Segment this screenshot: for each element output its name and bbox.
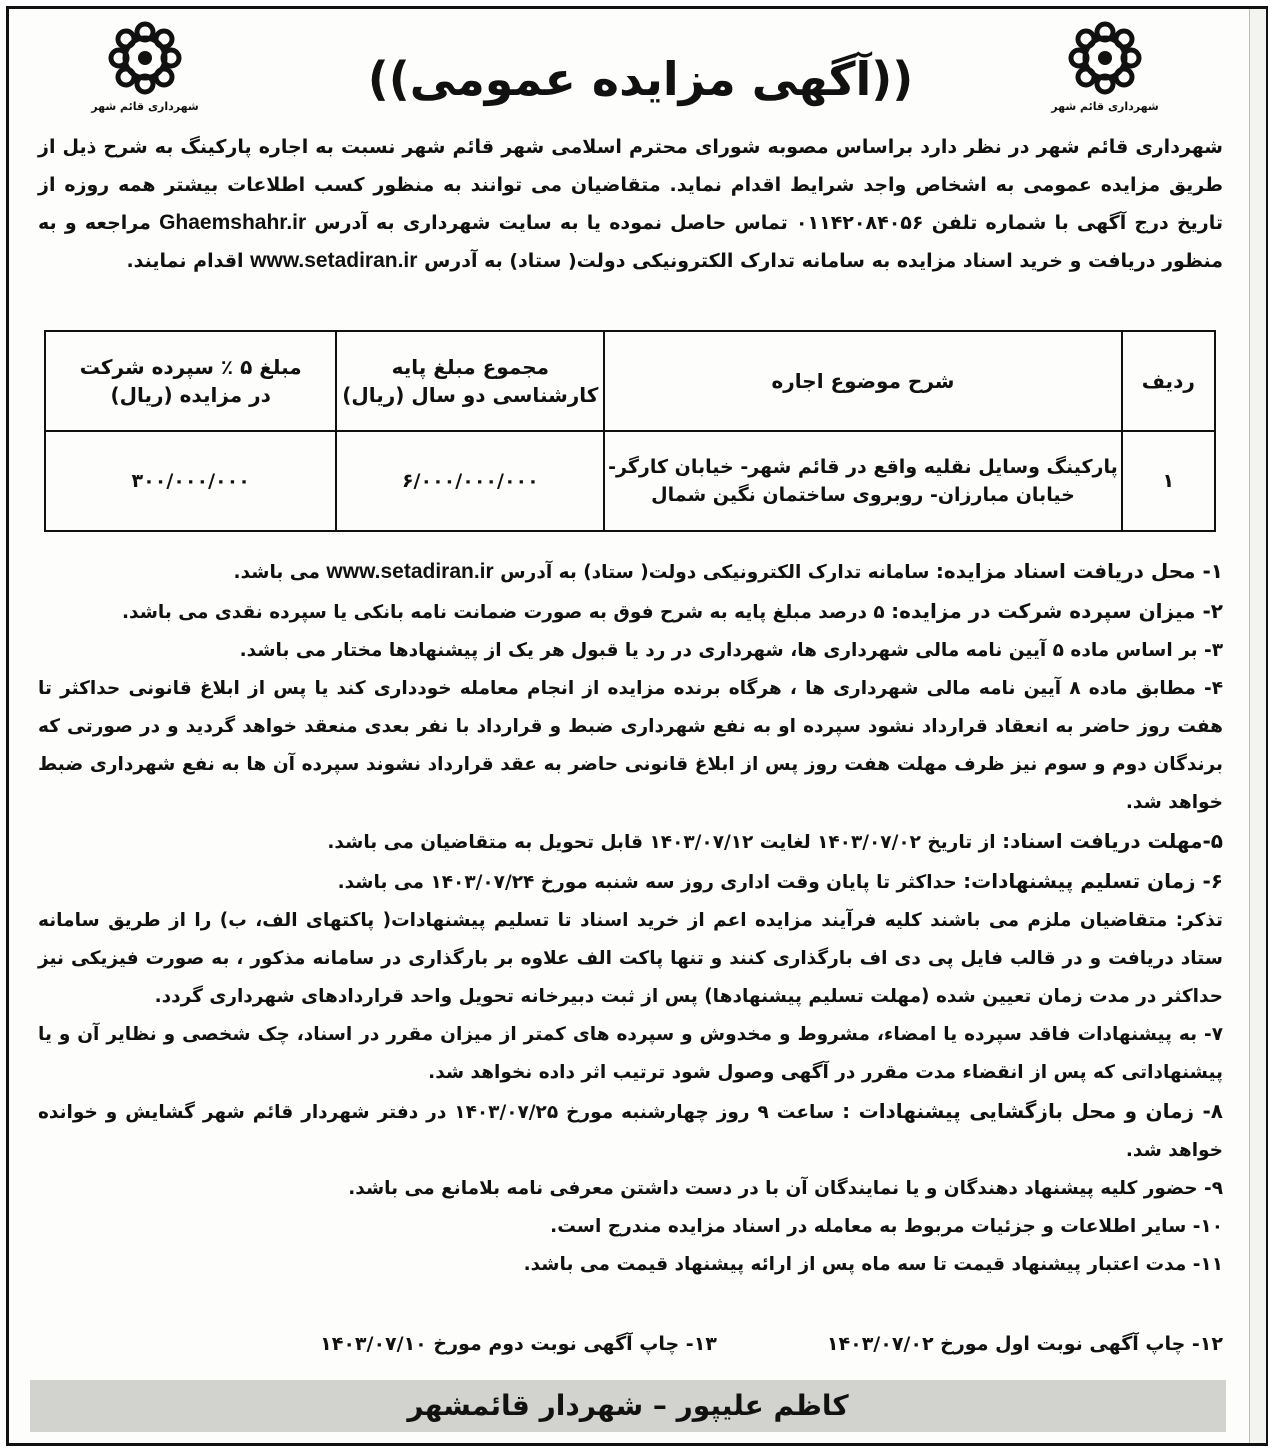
condition-5-text: از تاریخ ۱۴۰۳/۰۷/۰۲ لغایت ۱۴۰۳/۰۷/۱۲ قابل تحویل به متقاضیان می باشد.: [327, 832, 996, 853]
condition-2-text: ۵ درصد مبلغ پایه به شرح فوق به صورت ضمانت نامه بانکی یا سپرده نقدی می باشد.: [122, 602, 885, 623]
municipality-website: Ghaemshahr.ir: [159, 211, 307, 234]
condition-1-text: سامانه تدارک الکترونیکی دولت( ستاد) به آدرس: [500, 562, 930, 583]
notice-title: ((آگهی مزایده عمومی)): [367, 52, 914, 106]
header-deposit-line2: در مزایده (ریال): [110, 383, 271, 407]
condition-4: ۴- مطابق ماده ۸ آیین نامه مالی شهرداری ها ، هرگاه برنده مزایده از انجام معامله خودداری کند یا پس از ابلاغ قانونی حداکثر تا هفت روز حاضر به انعقاد قرارداد نشود سپرده او به نفع شهرداری ضبط و قرارداد با نفر بعدی منعقد خواهد گردید و در صورتی که برندگان دوم و سوم نیز ظرف مهلت هفت روز پس از ابلاغ قانونی حاضر به عقد قرارداد نشوند سپرده آن ها به نفع شهرداری ضبط خواهد شد.: [38, 678, 1223, 813]
conditions-list: [38, 552, 1223, 1284]
condition-7: ۷- به پیشنهادات فاقد سپرده یا امضاء، مشروط و مخدوش و سپرده های کمتر از میزان مقرر در اسناد، چک شخصی و نظایر آن و یا پیشنهاداتی که پس از انقضاء مدت مقرر در آگهی وصول شود ترتیب اثر داده نخواهد شد.: [38, 1024, 1223, 1083]
condition-1-end: می باشد.: [233, 562, 320, 583]
logo-caption: شهرداری قائم شهر: [1051, 100, 1159, 113]
page-edge: [1249, 9, 1266, 1443]
header-deposit: [45, 331, 336, 431]
cell-deposit: ۳۰۰/۰۰۰/۰۰۰: [45, 431, 336, 531]
cell-base-price: ۶/۰۰۰/۰۰۰/۰۰۰: [336, 431, 604, 531]
condition-6-label: ۶- زمان تسلیم پیشنهادات:: [963, 869, 1223, 893]
condition-5-label: ۵-مهلت دریافت اسناد:: [1002, 829, 1223, 853]
header-row-number: ردیف: [1122, 331, 1215, 431]
intro-paragraph: [38, 128, 1223, 280]
condition-6-text: حداکثر تا پایان وقت اداری روز سه شنبه مورخ ۱۴۰۳/۰۷/۲۴ می باشد.: [337, 872, 957, 893]
condition-1: [38, 552, 1223, 592]
header-base-price: [336, 331, 604, 431]
cell-description: [604, 431, 1121, 531]
cell-description-line2: خیابان مبارزان- روبروی ساختمان نگین شمال: [651, 484, 1075, 506]
condition-10: ۱۰- سایر اطلاعات و جزئیات مربوط به معامله در اسناد مزایده مندرج است.: [550, 1216, 1223, 1237]
condition-2-label: ۲- میزان سپرده شرکت در مزایده:: [891, 599, 1223, 623]
condition-8-text: ساعت ۹ روز چهارشنبه مورخ ۱۴۰۳/۰۷/۲۵ در دفتر شهردار قائم شهر گشایش و خوانده خواهد شد.: [38, 1102, 1223, 1161]
condition-8-label: ۸- زمان و محل بازگشایی پیشنهادات :: [842, 1099, 1223, 1123]
header-base-line1: مجموع مبلغ پایه: [391, 355, 550, 379]
condition-12: ۱۲- چاپ آگهی نوبت اول مورخ ۱۴۰۳/۰۷/۰۲: [826, 1333, 1223, 1355]
condition-13: ۱۳- چاپ آگهی نوبت دوم مورخ ۱۴۰۳/۰۷/۱۰: [320, 1333, 717, 1355]
cell-description-line1: پارکینگ وسایل نقلیه واقع در قائم شهر- خیابان کارگر-: [608, 456, 1118, 478]
condition-note: تذکر: متقاضیان ملزم می باشند کلیه فرآیند مزایده اعم از خرید اسناد تا تسلیم پیشنهادات( پاکتهای الف، ب) را از طریق سامانه ستاد دریافت و در قالب فایل پی دی اف بارگذاری کنند و تنها پاکت الف علاوه بر بارگذاری در سامانه مذکور ، به صورت فیزیکی نیز حداکثر در مدت زمان تعیین شده (مهلت تسلیم پیشنهادها) پس از ثبت دبیرخانه تحویل واحد قراردادهای شهرداری گردد.: [38, 910, 1223, 1007]
condition-9: ۹- حضور کلیه پیشنهاد دهندگان و یا نمایندگان آن با در دست داشتن معرفی نامه بلامانع می باشد.: [348, 1178, 1223, 1199]
condition-8: [38, 1092, 1223, 1170]
lease-table: [44, 330, 1216, 532]
condition-5: [38, 822, 1223, 862]
header-deposit-line1: مبلغ ۵ ٪ سپرده شرکت: [79, 355, 302, 379]
table-header-row: [45, 331, 1215, 431]
condition-1-label: ۱- محل دریافت اسناد مزایده:: [935, 559, 1223, 583]
header-base-line2: کارشناسی دو سال (ریال): [342, 383, 599, 407]
intro-text-3: اقدام نمایند.: [126, 250, 244, 272]
header-description: شرح موضوع اجاره: [604, 331, 1121, 431]
publication-dates: [38, 1326, 1223, 1362]
intro-text-1: شهرداری قائم شهر در نظر دارد براساس مصوبه شورای محترم اسلامی شهر قائم شهر نسبت به اجاره پارکینگ به شرح ذیل از طریق مزایده عمومی به اشخاص واجد شرایط اقدام نماید. متقاضیان می توانند به منظور کسب اطلاعات بیشتر همه روزه از تاریخ درج آگهی با شماره تلفن ۰۱۱۴۲۰۸۴۰۵۶ تماس حاصل نموده یا به سایت شهرداری به آدرس: [38, 136, 1224, 234]
condition-1-url: www.setadiran.ir: [326, 560, 494, 583]
setad-website: www.setadiran.ir: [250, 249, 418, 272]
table-row: [45, 431, 1215, 531]
cell-row-number: ۱: [1122, 431, 1215, 531]
condition-3: ۳- بر اساس ماده ۵ آیین نامه مالی شهرداری ها، شهرداری در رد یا قبول هر یک از پیشنهادها مختار می باشد.: [239, 640, 1223, 661]
logo-caption: شهرداری قائم شهر: [91, 100, 199, 113]
mayor-signature: کاظم علیپور – شهردار قائمشهر: [30, 1380, 1226, 1432]
condition-2: [38, 592, 1223, 632]
intro-text-2: مراجعه و به منظور دریافت و خرید اسناد مزایده به سامانه تدارک الکترونیکی دولت( ستاد) به آدرس: [38, 212, 1223, 272]
condition-11: ۱۱- مدت اعتبار پیشنهاد قیمت تا سه ماه پس از ارائه پیشنهاد قیمت می باشد.: [523, 1254, 1223, 1275]
condition-6: [38, 862, 1223, 902]
